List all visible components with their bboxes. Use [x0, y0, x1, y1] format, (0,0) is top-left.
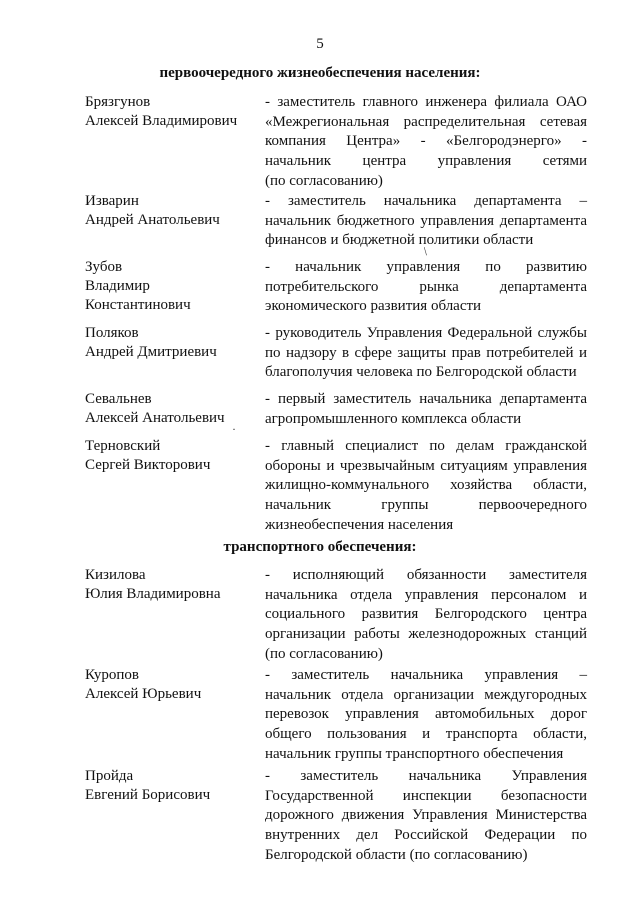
- member-name-line: Сергей Викторович: [85, 457, 211, 473]
- member-role-line: начальника отдела управления персоналом и: [265, 586, 587, 603]
- member-name: [85, 192, 255, 230]
- member-role-line: начальник бюджетного управления департамента: [265, 212, 587, 229]
- member-role-line: жилищно-коммунального хозяйства области,: [265, 477, 587, 494]
- member-name-line: Юлия Владимировна: [85, 586, 221, 602]
- member-role-line: (по согласованию): [265, 645, 383, 662]
- member-role-line: - главный специалист по делам гражданской: [265, 438, 587, 454]
- member-name-line: Андрей Дмитриевич: [85, 344, 217, 360]
- member-role-line: - заместитель начальника Управления: [265, 768, 587, 784]
- member-role-line: - заместитель начальника управления –: [265, 667, 587, 683]
- member-name: [85, 324, 255, 362]
- member-name: [85, 767, 255, 805]
- member-role-line: (по согласованию): [265, 172, 383, 189]
- member-role-line: жизнеобеспечения населения: [265, 516, 454, 533]
- member-name-line: Евгений Борисович: [85, 787, 211, 803]
- member-name-line: Кизилова: [85, 567, 146, 583]
- member-role: [265, 324, 587, 383]
- member-name-line: Изварин: [85, 193, 139, 209]
- member-role-line: - руководитель Управления Федеральной службы: [265, 325, 587, 341]
- member-role-line: начальник группы транспортного обеспечения: [265, 745, 564, 762]
- member-role-line: организации работы железнодорожных станций: [265, 626, 587, 643]
- member-name-line: Константинович: [85, 297, 191, 313]
- member-role-line: агропромышленного комплекса области: [265, 410, 522, 427]
- member-name: [85, 93, 255, 131]
- member-role: [265, 390, 587, 429]
- member-role: [265, 666, 587, 765]
- member-role-line: начальник группы первоочередного: [265, 497, 587, 514]
- member-role-line: «Межрегиональная распределительная сетевая: [265, 113, 587, 130]
- member-role-line: - начальник управления по развитию: [265, 259, 587, 275]
- member-name: [85, 390, 255, 428]
- member-name: [85, 258, 255, 315]
- member-role-line: Белгородской области (по согласованию): [265, 846, 528, 863]
- scan-pen-mark: /: [420, 244, 431, 258]
- member-role-line: дорожного движения Управления Министерства: [265, 807, 587, 824]
- member-name: [85, 666, 255, 704]
- section-heading: первоочередного жизнеобеспечения населения:: [159, 65, 481, 81]
- member-name-line: Куропов: [85, 667, 139, 683]
- section-heading: транспортного обеспечения:: [223, 539, 417, 555]
- member-role: [265, 192, 587, 251]
- member-name-line: Андрей Анатольевич: [85, 212, 220, 228]
- member-name: [85, 566, 255, 604]
- member-name-line: Поляков: [85, 325, 139, 341]
- member-role-line: компания Центра» - «Белгородэнерго» -: [265, 133, 587, 150]
- member-role-line: социального развития Белгородского центра: [265, 606, 587, 623]
- scan-dot-mark: ·: [232, 422, 236, 436]
- member-role-line: - заместитель главного инженера филиала ОАО: [265, 94, 587, 110]
- member-role: [265, 566, 587, 665]
- member-name-line: Терновский: [85, 438, 161, 454]
- member-role-line: экономического развития области: [265, 298, 482, 315]
- member-role-line: - первый заместитель начальника департамента: [265, 391, 587, 407]
- member-role-line: Государственной инспекции безопасности: [265, 787, 587, 804]
- member-role-line: по надзору в сфере защиты прав потребителей и: [265, 344, 587, 361]
- page-number: 5: [316, 36, 324, 52]
- member-role-line: начальник центра управления сетями: [265, 153, 587, 170]
- member-name-line: Брязгунов: [85, 94, 151, 110]
- member-role-line: - заместитель начальника департамента –: [265, 193, 587, 209]
- member-role-line: начальник отдела организации междугородных: [265, 686, 587, 703]
- member-role-line: внутренних дел Российской Федерации по: [265, 827, 587, 844]
- member-role-line: благополучия человека по Белгородской области: [265, 364, 577, 381]
- member-name-line: Владимир: [85, 278, 150, 294]
- member-role-line: - исполняющий обязанности заместителя: [265, 567, 587, 583]
- member-role-line: общего пользования и транспорта области,: [265, 726, 587, 743]
- member-name-line: Алексей Владимирович: [85, 113, 238, 129]
- member-name-line: Севальнев: [85, 391, 152, 407]
- member-role-line: обороны и чрезвычайным ситуациям управления: [265, 457, 587, 474]
- member-role: [265, 437, 587, 536]
- member-role: [265, 767, 587, 866]
- member-name-line: Алексей Юрьевич: [85, 686, 202, 702]
- member-role: [265, 93, 587, 192]
- member-name-line: Алексей Анатольевич: [85, 410, 225, 426]
- member-name-line: Пройда: [85, 768, 134, 784]
- member-name: [85, 437, 255, 475]
- member-role-line: перевозок управления автомобильных дорог: [265, 706, 587, 723]
- member-role-line: финансов и бюджетной политики области: [265, 232, 534, 249]
- member-role-line: потребительского рынка департамента: [265, 278, 587, 295]
- member-role: [265, 258, 587, 317]
- member-name-line: Зубов: [85, 259, 123, 275]
